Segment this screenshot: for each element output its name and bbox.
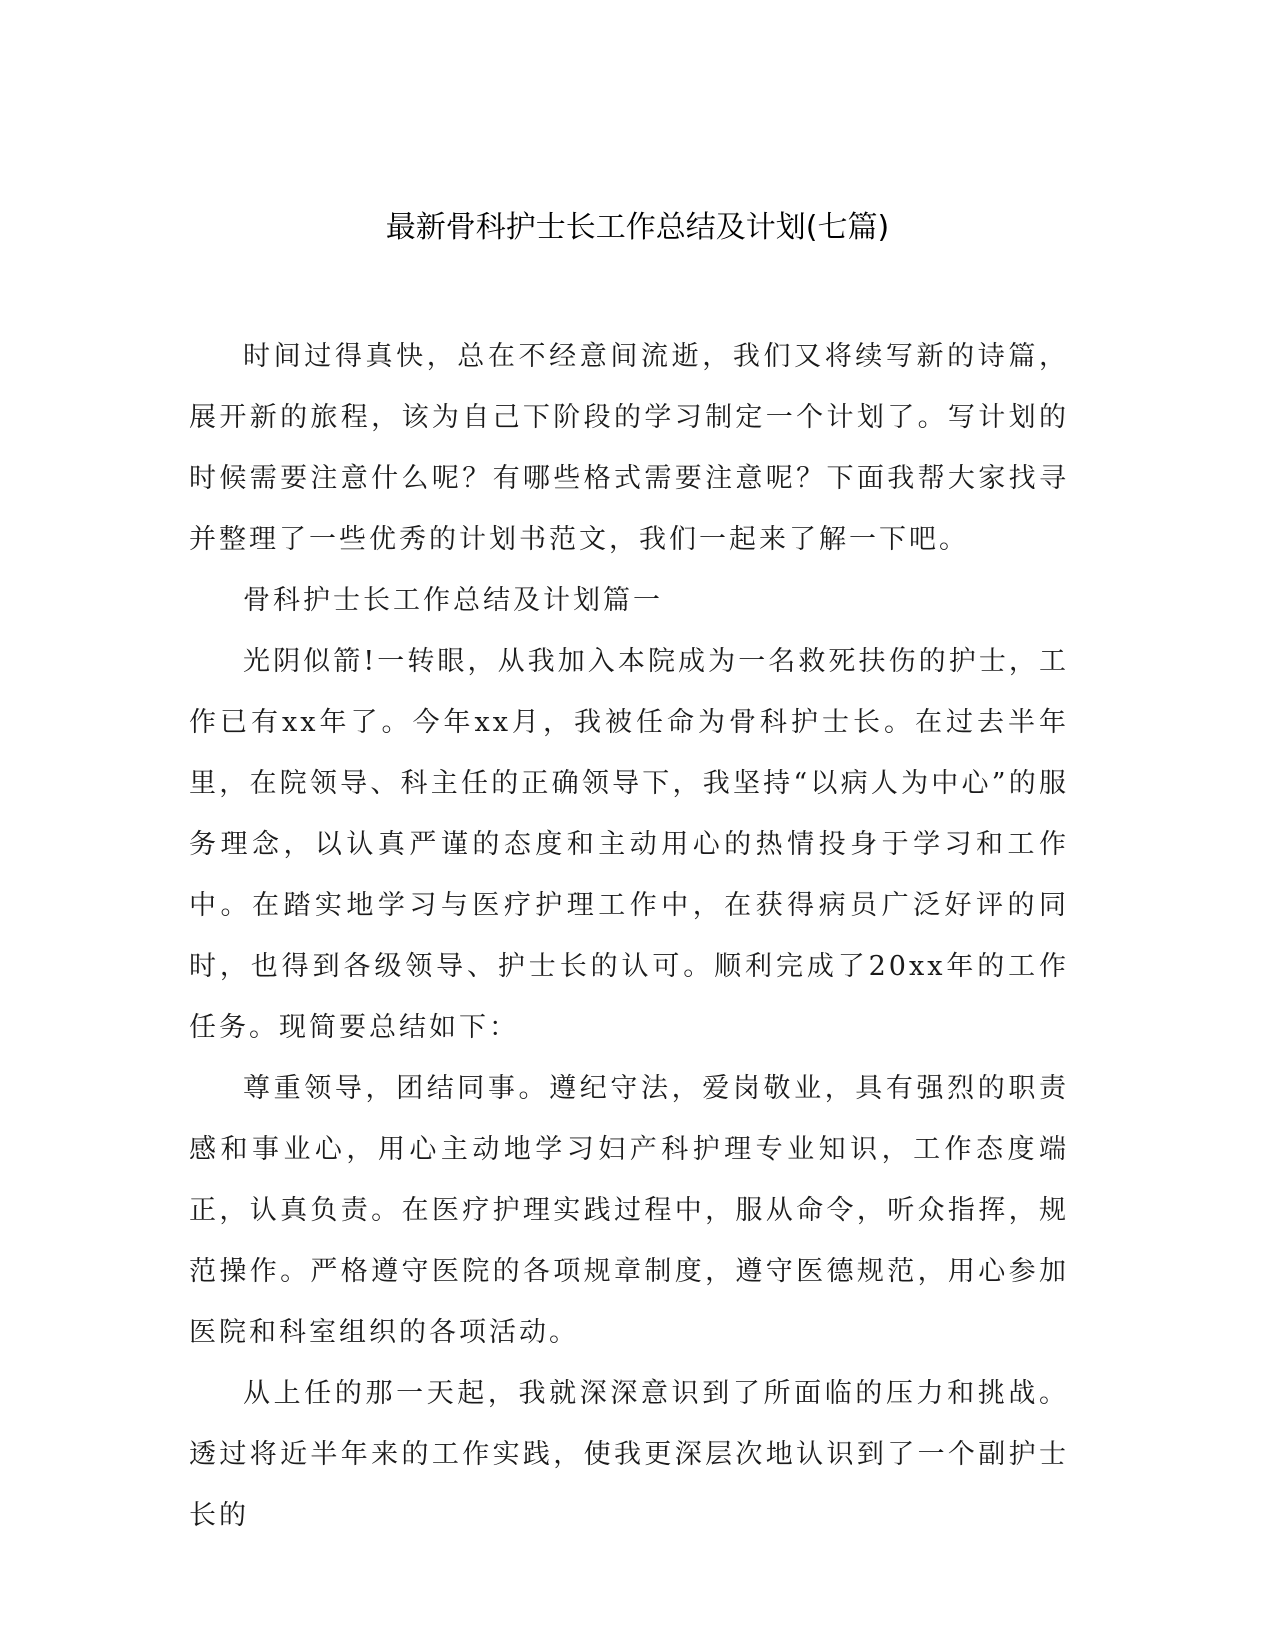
paragraph-conduct: 尊重领导，团结同事。遵纪守法，爱岗敬业，具有强烈的职责感和事业心，用心主动地学习妇产科护理专业知识，工作态度端正，认真负责。在医疗护理实践过程中，服从命令，听众指挥，规范操作。严格遵守医院的各项规章制度，遵守医德规范，用心参加医院和科室组织的各项活动。 [189, 1073, 1069, 1348]
section-heading: 骨科护士长工作总结及计划篇一 [243, 585, 663, 616]
paragraph-challenges: 从上任的那一天起，我就深深意识到了所面临的压力和挑战。透过将近半年来的工作实践，使我更深层次地认识到了一个副护士长的 [189, 1378, 1069, 1531]
paragraph-intro: 时间过得真快，总在不经意间流逝，我们又将续写新的诗篇，展开新的旅程，该为自己下阶段的学习制定一个计划了。写计划的时候需要注意什么呢？有哪些格式需要注意呢？下面我帮大家找寻并整理了一些优秀的计划书范文，我们一起来了解一下吧。 [189, 341, 1069, 555]
document-title: 最新骨科护士长工作总结及计划(七篇) [385, 210, 890, 245]
document-body [189, 326, 1069, 1546]
paragraph-summary: 光阴似箭!一转眼，从我加入本院成为一名救死扶伤的护士，工作已有xx年了。今年xx月，我被任命为骨科护士长。在过去半年里，在院领导、科主任的正确领导下，我坚持“以病人为中心”的服务理念，以认真严谨的态度和主动用心的热情投身于学习和工作中。在踏实地学习与医疗护理工作中，在获得病员广泛好评的同时，也得到各级领导、护士长的认可。顺利完成了20xx年的工作任务。现简要总结如下： [189, 646, 1069, 1043]
